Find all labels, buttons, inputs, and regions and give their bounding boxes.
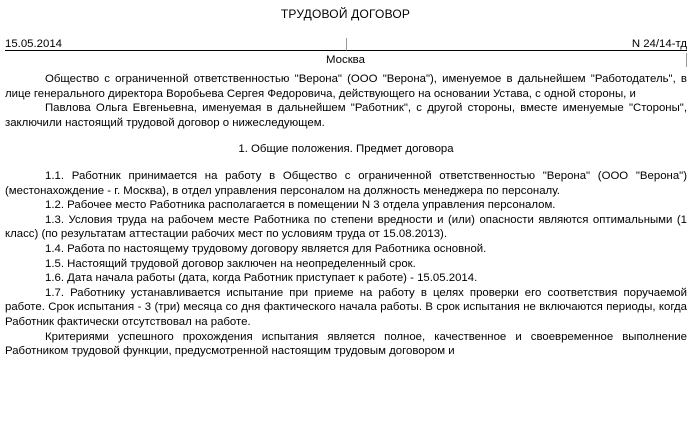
clause-1-7-criteria: Критериями успешного прохождения испытания является полное, качественное и своевременное выполнение Работником трудовой функции, предусмотренной настоящим трудовым договором и [5, 330, 687, 358]
preamble-paragraph: Общество с ограниченной ответственностью "Верона" (ООО "Верона"), именуемое в дальнейшем "Работодатель", в лице генерального директора Воробьева Сергея Федоровича, действующего на основании Устава, с одной стороны, и [5, 73, 687, 100]
clause-1-4: 1.4. Работа по настоящему трудовому договору является для Работника основной. [45, 242, 487, 255]
section-heading: 1. Общие положения. Предмет договора [238, 143, 454, 156]
clause-1-5: 1.5. Настоящий трудовой договор заключен на неопределенный срок. [45, 257, 416, 270]
document-title: ТРУДОВОЙ ДОГОВОР [280, 7, 411, 21]
spacer [5, 157, 687, 169]
spacer [5, 130, 687, 142]
contract-date: 15.05.2014 [5, 38, 347, 51]
contract-body [5, 72, 687, 359]
clause-1-2: 1.2. Рабочее место Работника располагается в помещении N 3 отдела управления персоналом. [45, 199, 556, 212]
clause-1-1: 1.1. Работник принимается на работу в Общество с ограниченной ответственностью "Верона" (ООО "Верона") (местонахождение - г. Москва), в отдел управления персоналом на должность менеджера по персоналу. [5, 169, 687, 197]
clause-1-6: 1.6. Дата начала работы (дата, когда Работник приступает к работе) - 15.05.2014. [45, 272, 478, 285]
contract-city: Москва [326, 54, 365, 66]
header-row [5, 38, 687, 52]
clause-1-3: 1.3. Условия труда на рабочем месте Работника по степени вредности и (или) опасности являются оптимальными (1 класс) (по результатам аттестации рабочих мест по условиям труда от 15.08.2013). [5, 213, 687, 241]
contract-number: N 24/14-тд [347, 38, 687, 51]
clause-1-7: 1.7. Работнику устанавливается испытание при приеме на работу в целях проверки его соответствия поручаемой работе. Срок испытания - 3 (три) месяца со дня фактического начала работы. В срок испытания не включаются периоды, когда Работник фактически отсутствовал на работе. [5, 286, 687, 328]
preamble-paragraph: Павлова Ольга Евгеньевна, именуемая в дальнейшем "Работник", с другой стороны, вместе именуемые "Стороны", заключили настоящий трудовой договор о нижеследующем. [5, 102, 687, 129]
